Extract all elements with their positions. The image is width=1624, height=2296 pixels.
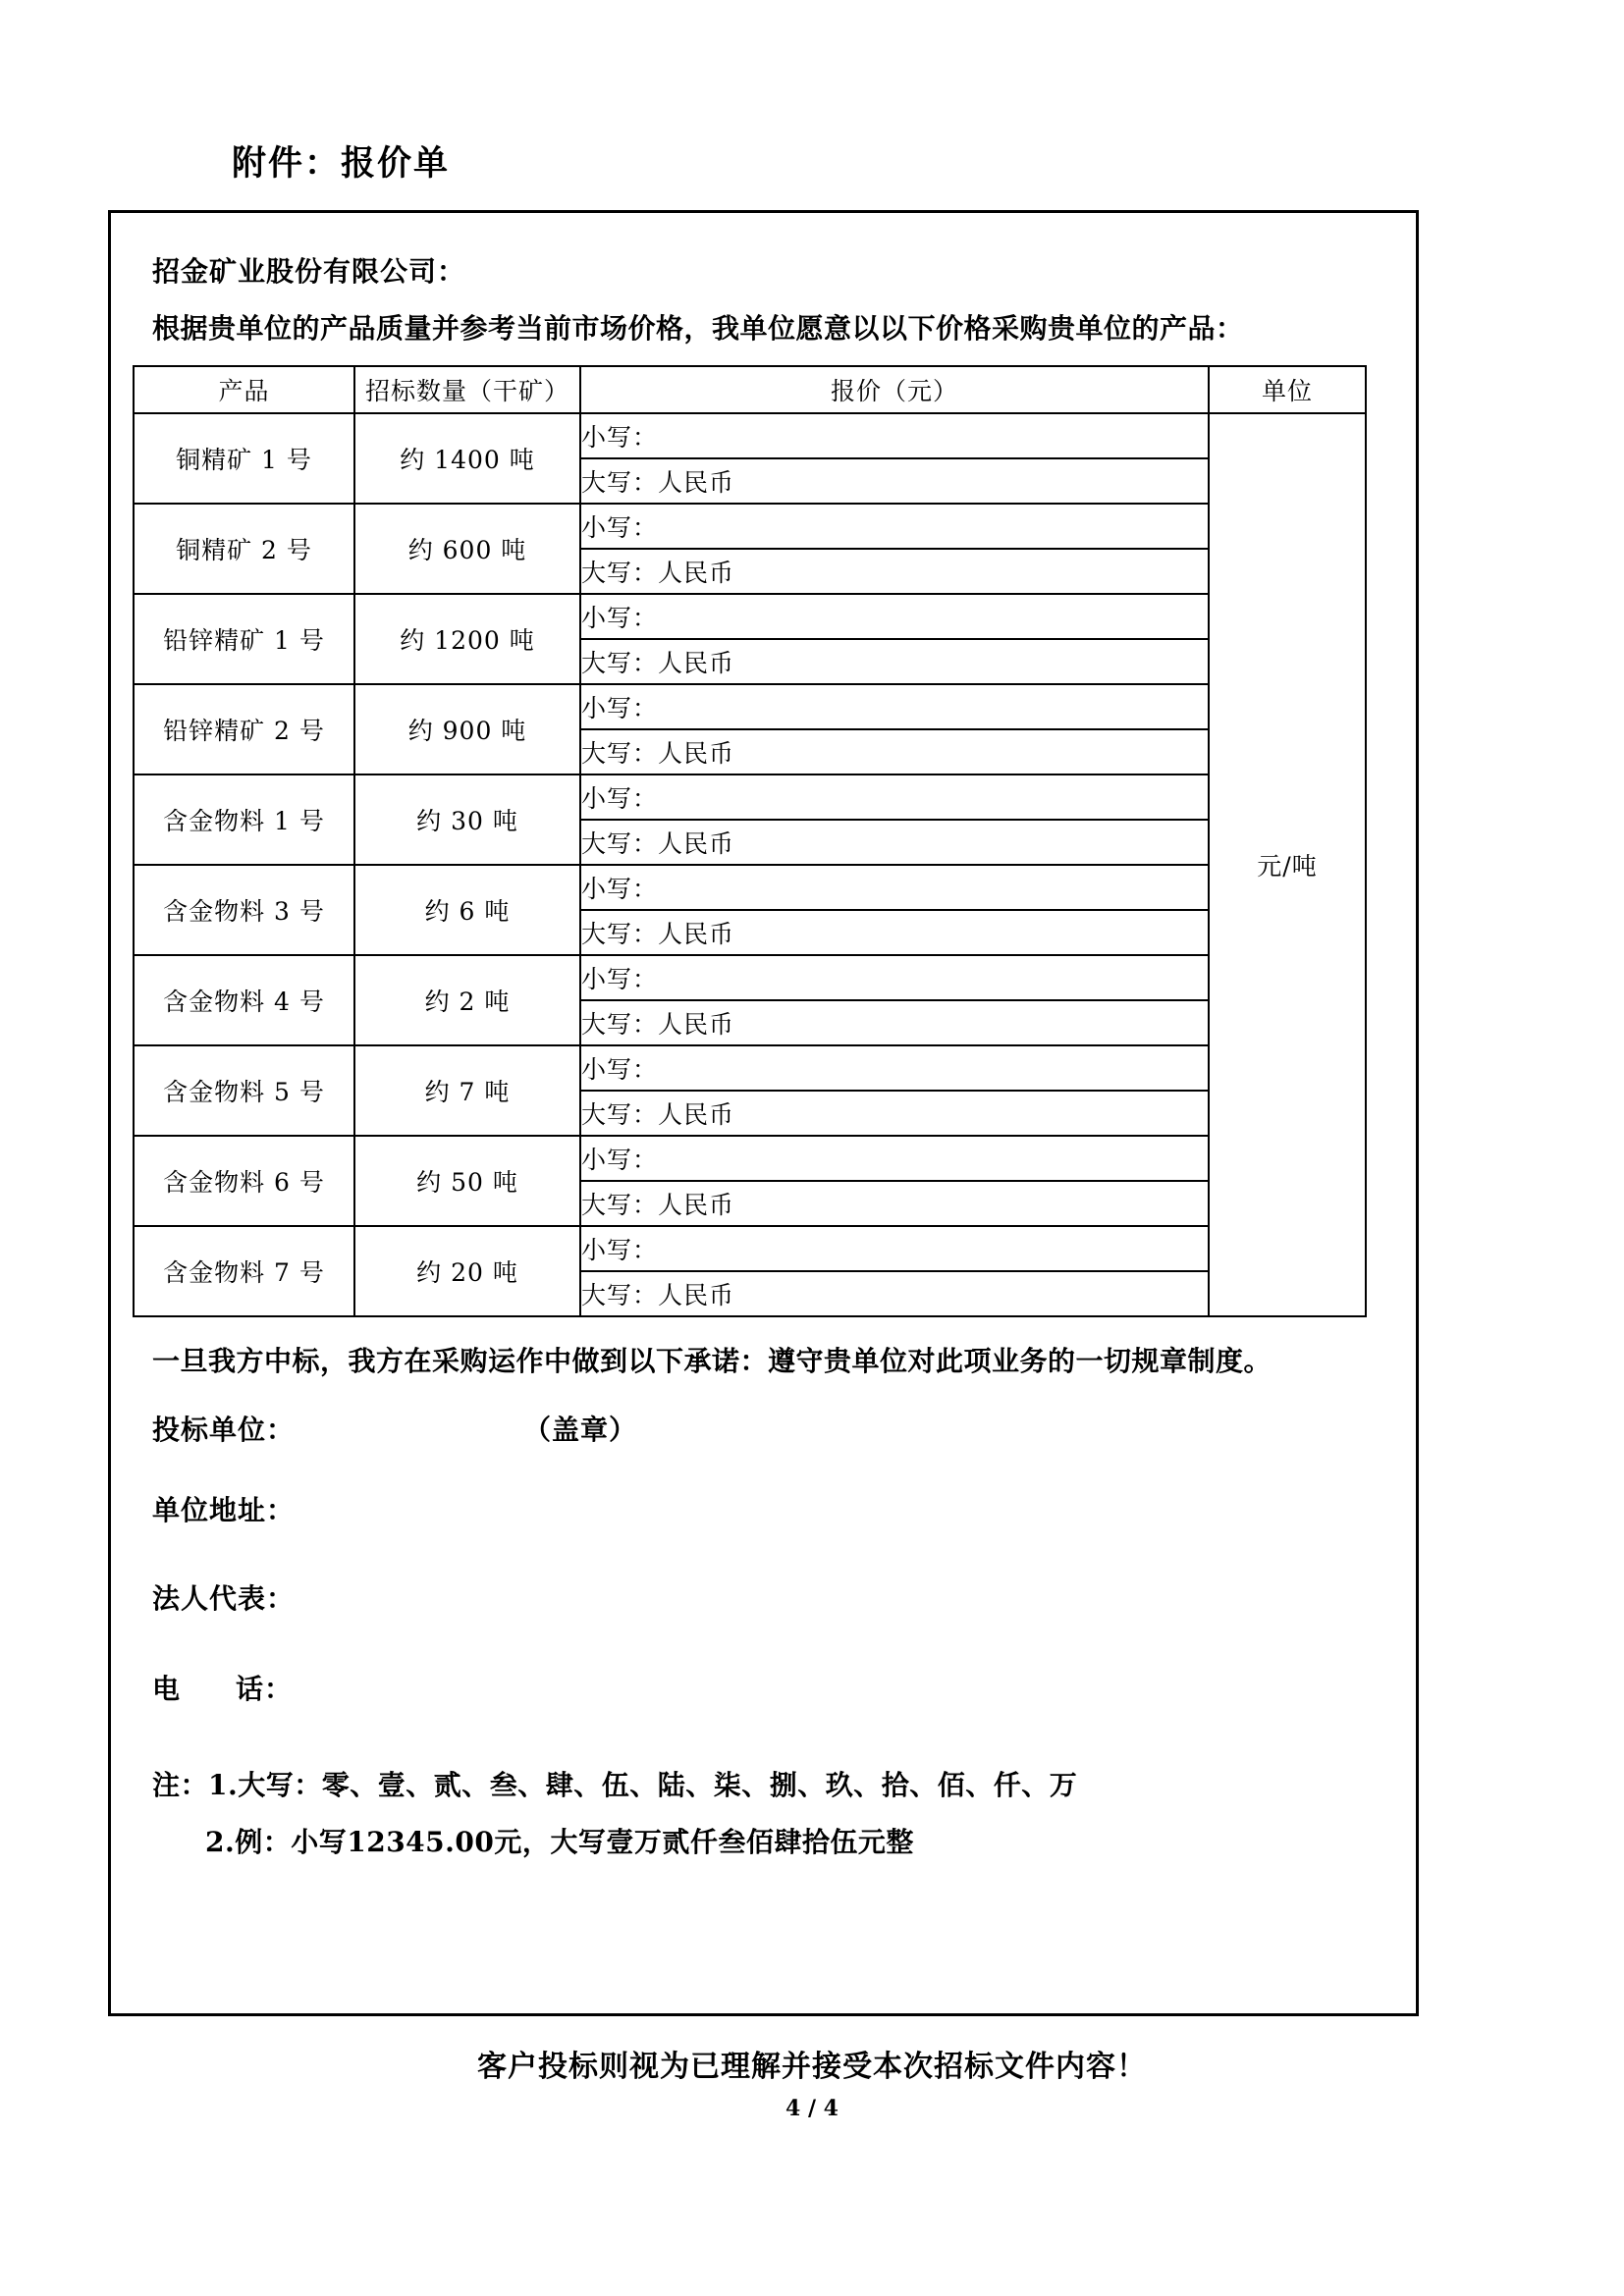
cell-quantity: 约 900 吨 (354, 684, 580, 774)
phone-label-part1: 电 (152, 1673, 182, 1705)
cell-price-written[interactable]: 大写：人民币 (580, 1091, 1209, 1136)
cell-quantity: 约 20 吨 (354, 1226, 580, 1316)
cell-quantity: 约 7 吨 (354, 1045, 580, 1136)
page-title: 附件：报价单 (232, 143, 451, 184)
note-line-2: 2.例：小写12345.00元，大写壹万贰仟叁佰肆拾伍元整 (205, 1826, 914, 1858)
table-row (134, 774, 1366, 820)
table-row (134, 684, 1366, 729)
addressee-line: 招金矿业股份有限公司： (152, 255, 466, 288)
quote-table (133, 365, 1367, 1317)
table-row (134, 413, 1366, 458)
address-field-label: 单位地址： (152, 1494, 296, 1526)
cell-price-numeric[interactable]: 小写： (580, 684, 1209, 729)
intro-paragraph: 根据贵单位的产品质量并参考当前市场价格，我单位愿意以以下价格采购贵单位的产品： (152, 312, 1244, 345)
bidder-field-label: 投标单位： (152, 1414, 296, 1446)
cell-quantity: 约 1200 吨 (354, 594, 580, 684)
cell-product: 含金物料 6 号 (134, 1136, 354, 1226)
cell-price-numeric[interactable]: 小写： (580, 504, 1209, 549)
cell-product: 含金物料 3 号 (134, 865, 354, 955)
cell-price-written[interactable]: 大写：人民币 (580, 458, 1209, 504)
cell-price-written[interactable]: 大写：人民币 (580, 1000, 1209, 1045)
cell-price-written[interactable]: 大写：人民币 (580, 549, 1209, 594)
cell-product: 含金物料 7 号 (134, 1226, 354, 1316)
cell-price-numeric[interactable]: 小写： (580, 774, 1209, 820)
cell-price-written[interactable]: 大写：人民币 (580, 820, 1209, 865)
quote-table-container (133, 365, 1365, 1317)
cell-product: 铅锌精矿 1 号 (134, 594, 354, 684)
cell-quantity: 约 6 吨 (354, 865, 580, 955)
table-row (134, 504, 1366, 549)
note-line-1: 注：1.大写：零、壹、贰、叁、肆、伍、陆、柒、捌、玖、拾、佰、仟、万 (152, 1769, 1078, 1801)
quote-table-body (134, 413, 1366, 1316)
header-unit: 单位 (1209, 366, 1366, 413)
table-row (134, 955, 1366, 1000)
legal-rep-field-label: 法人代表： (152, 1582, 296, 1615)
header-price: 报价（元） (580, 366, 1209, 413)
cell-product: 铅锌精矿 2 号 (134, 684, 354, 774)
header-quantity: 招标数量（干矿） (354, 366, 580, 413)
cell-product: 铜精矿 1 号 (134, 413, 354, 504)
cell-unit: 元/吨 (1209, 413, 1366, 1316)
quotation-form-frame (108, 210, 1419, 2016)
cell-price-numeric[interactable]: 小写： (580, 1045, 1209, 1091)
cell-price-numeric[interactable]: 小写： (580, 955, 1209, 1000)
seal-note: （盖章） (523, 1414, 638, 1446)
cell-product: 铜精矿 2 号 (134, 504, 354, 594)
footer-note: 客户投标则视为已理解并接受本次招标文件内容！ (477, 2050, 1147, 2084)
cell-price-written[interactable]: 大写：人民币 (580, 639, 1209, 684)
cell-quantity: 约 30 吨 (354, 774, 580, 865)
cell-quantity: 约 2 吨 (354, 955, 580, 1045)
cell-quantity: 约 50 吨 (354, 1136, 580, 1226)
table-row (134, 1226, 1366, 1271)
cell-price-numeric[interactable]: 小写： (580, 1136, 1209, 1181)
header-product: 产品 (134, 366, 354, 413)
table-row (134, 594, 1366, 639)
commitment-paragraph: 一旦我方中标，我方在采购运作中做到以下承诺：遵守贵单位对此项业务的一切规章制度。 (152, 1345, 1272, 1377)
table-row (134, 865, 1366, 910)
table-header-row (134, 366, 1366, 413)
cell-quantity: 约 1400 吨 (354, 413, 580, 504)
cell-price-numeric[interactable]: 小写： (580, 413, 1209, 458)
cell-price-written[interactable]: 大写：人民币 (580, 729, 1209, 774)
cell-price-written[interactable]: 大写：人民币 (580, 910, 1209, 955)
phone-field-label (152, 1668, 293, 1707)
cell-product: 含金物料 5 号 (134, 1045, 354, 1136)
cell-quantity: 约 600 吨 (354, 504, 580, 594)
cell-price-numeric[interactable]: 小写： (580, 594, 1209, 639)
cell-price-numeric[interactable]: 小写： (580, 1226, 1209, 1271)
phone-label-part2: 话： (236, 1673, 294, 1705)
cell-price-written[interactable]: 大写：人民币 (580, 1271, 1209, 1316)
page-number: 4 / 4 (785, 2096, 839, 2121)
cell-price-written[interactable]: 大写：人民币 (580, 1181, 1209, 1226)
table-row (134, 1045, 1366, 1091)
cell-price-numeric[interactable]: 小写： (580, 865, 1209, 910)
table-row (134, 1136, 1366, 1181)
cell-product: 含金物料 4 号 (134, 955, 354, 1045)
cell-product: 含金物料 1 号 (134, 774, 354, 865)
